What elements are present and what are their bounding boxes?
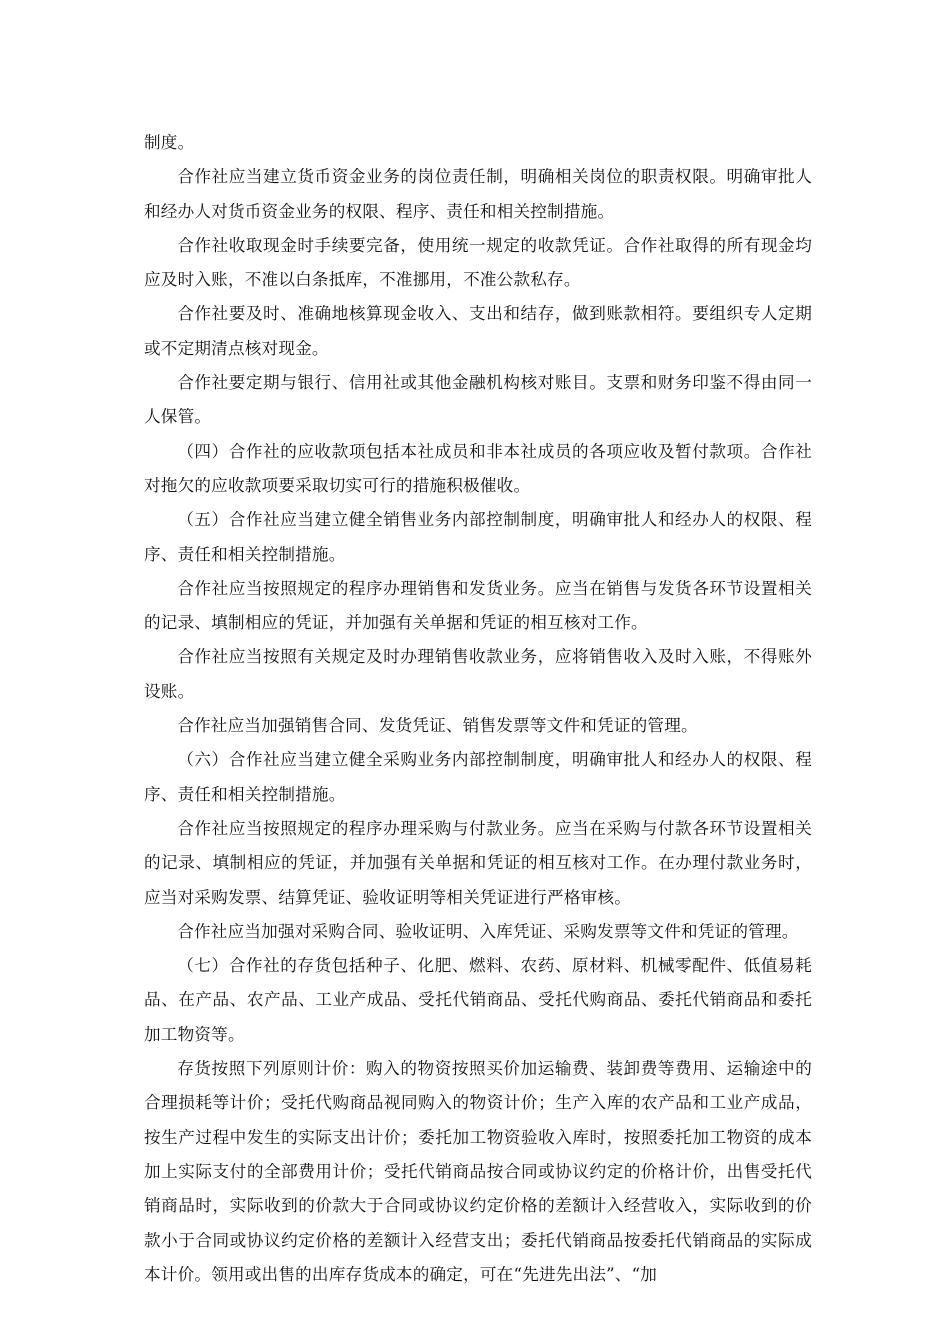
paragraph: （五）合作社应当建立健全销售业务内部控制制度，明确审批人和经办人的权限、程序、责任和相关控制措施。 (144, 510, 812, 564)
paragraph: 存货按照下列原则计价：购入的物资按照买价加运输费、装卸费等费用、运输途中的合理损耗等计价；受托代购商品视同购入的物资计价；生产入库的农产品和工业产成品，按生产过程中发生的实际支出计价；委托加工物资验收入库时，按照委托加工物资的成本加上实际支付的全部费用计价；受托代销商品按合同或协议约定的价格计价，出售受托代销商品时，实际收到的价款大于合同或协议约定价格的差额计入经营收入，实际收到的价款小于合同或协议约定价格的差额计入经营支出；委托代销商品按委托代销商品的实际成本计价。领用或出售的出库存货成本的确定，可在“先进先出法”、“加 (144, 1059, 812, 1284)
document-body (144, 126, 812, 1292)
paragraph: 合作社应当建立货币资金业务的岗位责任制，明确相关岗位的职责权限。明确审批人和经办人对货币资金业务的权限、程序、责任和相关控制措施。 (144, 167, 812, 221)
paragraph: 合作社收取现金时手续要完备，使用统一规定的收款凭证。合作社取得的所有现金均应及时入账，不准以白条抵库，不准挪用，不准公款私存。 (144, 235, 812, 290)
paragraph-continued: 制度。 (144, 133, 195, 152)
paragraph: 合作社应当按照规定的程序办理销售和发货业务。应当在销售与发货各环节设置相关的记录、填制相应的凭证，并加强有关单据和凭证的相互核对工作。 (144, 578, 812, 633)
paragraph: （六）合作社应当建立健全采购业务内部控制制度，明确审批人和经办人的权限、程序、责任和相关控制措施。 (144, 750, 812, 804)
paragraph: 合作社应当加强对采购合同、验收证明、入库凭证、采购发票等文件和凭证的管理。 (177, 921, 799, 941)
paragraph: 合作社要及时、准确地核算现金收入、支出和结存，做到账款相符。要组织专人定期或不定期清点核对现金。 (144, 304, 812, 358)
paragraph: （四）合作社的应收款项包括本社成员和非本社成员的各项应收及暂付款项。合作社对拖欠的应收款项要采取切实可行的措施积极催收。 (144, 441, 812, 495)
paragraph: 合作社应当按照有关规定及时办理销售收款业务，应将销售收入及时入账，不得账外设账。 (144, 647, 812, 701)
paragraph: 合作社要定期与银行、信用社或其他金融机构核对账目。支票和财务印鉴不得由同一人保管。 (144, 373, 812, 427)
paragraph: （七）合作社的存货包括种子、化肥、燃料、农药、原材料、机械零配件、低值易耗品、在产品、农产品、工业产成品、受托代销商品、受托代购商品、委托代销商品和委托加工物资等。 (144, 956, 812, 1044)
paragraph: 合作社应当加强销售合同、发货凭证、销售发票等文件和凭证的管理。 (177, 716, 698, 736)
paragraph: 合作社应当按照规定的程序办理采购与付款业务。应当在采购与付款各环节设置相关的记录、填制相应的凭证，并加强有关单据和凭证的相互核对工作。在办理付款业务时，应当对采购发票、结算凭证、验收证明等相关凭证进行严格审核。 (144, 818, 812, 907)
